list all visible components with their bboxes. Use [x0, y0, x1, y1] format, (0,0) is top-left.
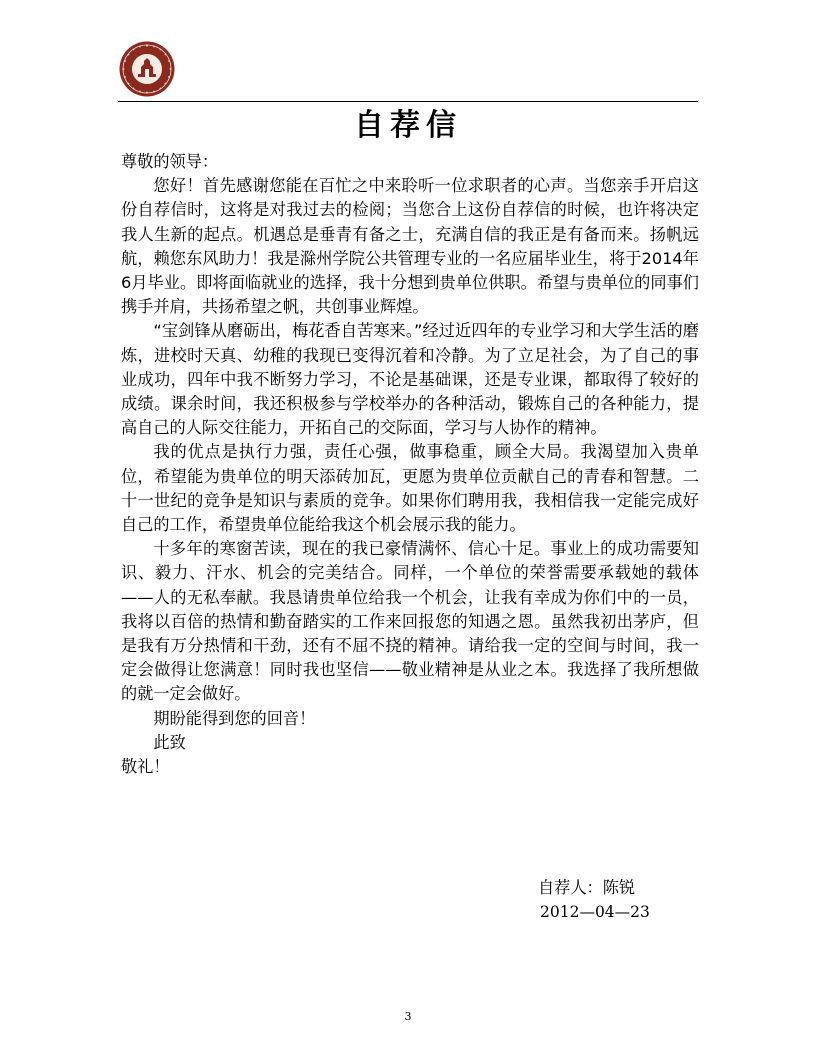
paragraph-hope: 期盼能得到您的回音！: [153, 708, 316, 728]
paragraph-strengths: 我的优点是执行力强，责任心强，做事稳重，顾全大局。我渴望加入贵单位，希望能为贵单位的明天添砖加瓦，更愿为贵单位贡献自己的青春和智慧。二十一世纪的竞争是知识与素质的竞争。如果你们聘用我，我相信我一定能完成好自己的工作，希望贵单位能给我这个机会展示我的能力。: [121, 442, 699, 535]
closing-salutation: 此致: [153, 732, 186, 752]
page-number: 3: [404, 1010, 412, 1023]
paragraph-intro: 您好！首先感谢您能在百忙之中来聆听一位求职者的心声。当您亲手开启这份自荐信时，这将是对我过去的检阅；当您合上这份自荐信的时候，也许将决定我人生新的起点。机遇总是垂青有备之士，充满自信的我正是有备而来。扬帆远航，赖您东风助力！我是滁州学院公共管理专业的一名应届毕业生，将于2014年6月毕业。即将面临就业的选择，我十分想到贵单位供职。希望与贵单位的同事们携手并肩，共扬希望之帆，共创事业辉煌。: [121, 176, 699, 317]
paragraph-commitment: 十多年的寒窗苦读，现在的我已豪情满怀、信心十足。事业上的成功需要知识、毅力、汗水、机会的完美结合。同样，一个单位的荣誉需要承载她的载体——人的无私奉献。我恳请贵单位给我一个机会，让我有幸成为你们中的一员，我将以百倍的热情和勤奋踏实的工作来回报您的知遇之恩。虽然我初出茅庐，但是我有万分热情和干劲，还有不屈不挠的精神。请给我一定的空间与时间，我一定会做得让您满意！同时我也坚信——敬业精神是从业之本。我选择了我所想做的就一定会做好。: [121, 539, 699, 704]
university-seal-icon: [118, 40, 176, 98]
letter-date: 2012—04—23: [540, 903, 650, 921]
letter-title: 自荐信: [354, 108, 462, 143]
letter-greeting: 尊敬的领导：: [121, 152, 219, 171]
closing-respect: 敬礼！: [121, 757, 170, 777]
letter-body: [121, 150, 699, 779]
paragraph-study: “宝剑锋从磨砺出，梅花香自苦寒来。”经过近四年的专业学习和大学生活的磨炼，进校时天真、幼稚的我现已变得沉着和冷静。为了立足社会，为了自己的事业成功，四年中我不断努力学习，不论是基础课，还是专业课，都取得了较好的成绩。课余时间，我还积极参与学校举办的各种活动，锻炼自己的各种能力，提高自己的人际交往能力，开拓自己的交际面，学习与人协作的精神。: [121, 321, 699, 438]
header-divider: [118, 101, 698, 102]
signature: 自荐人：陈锐: [538, 878, 636, 897]
